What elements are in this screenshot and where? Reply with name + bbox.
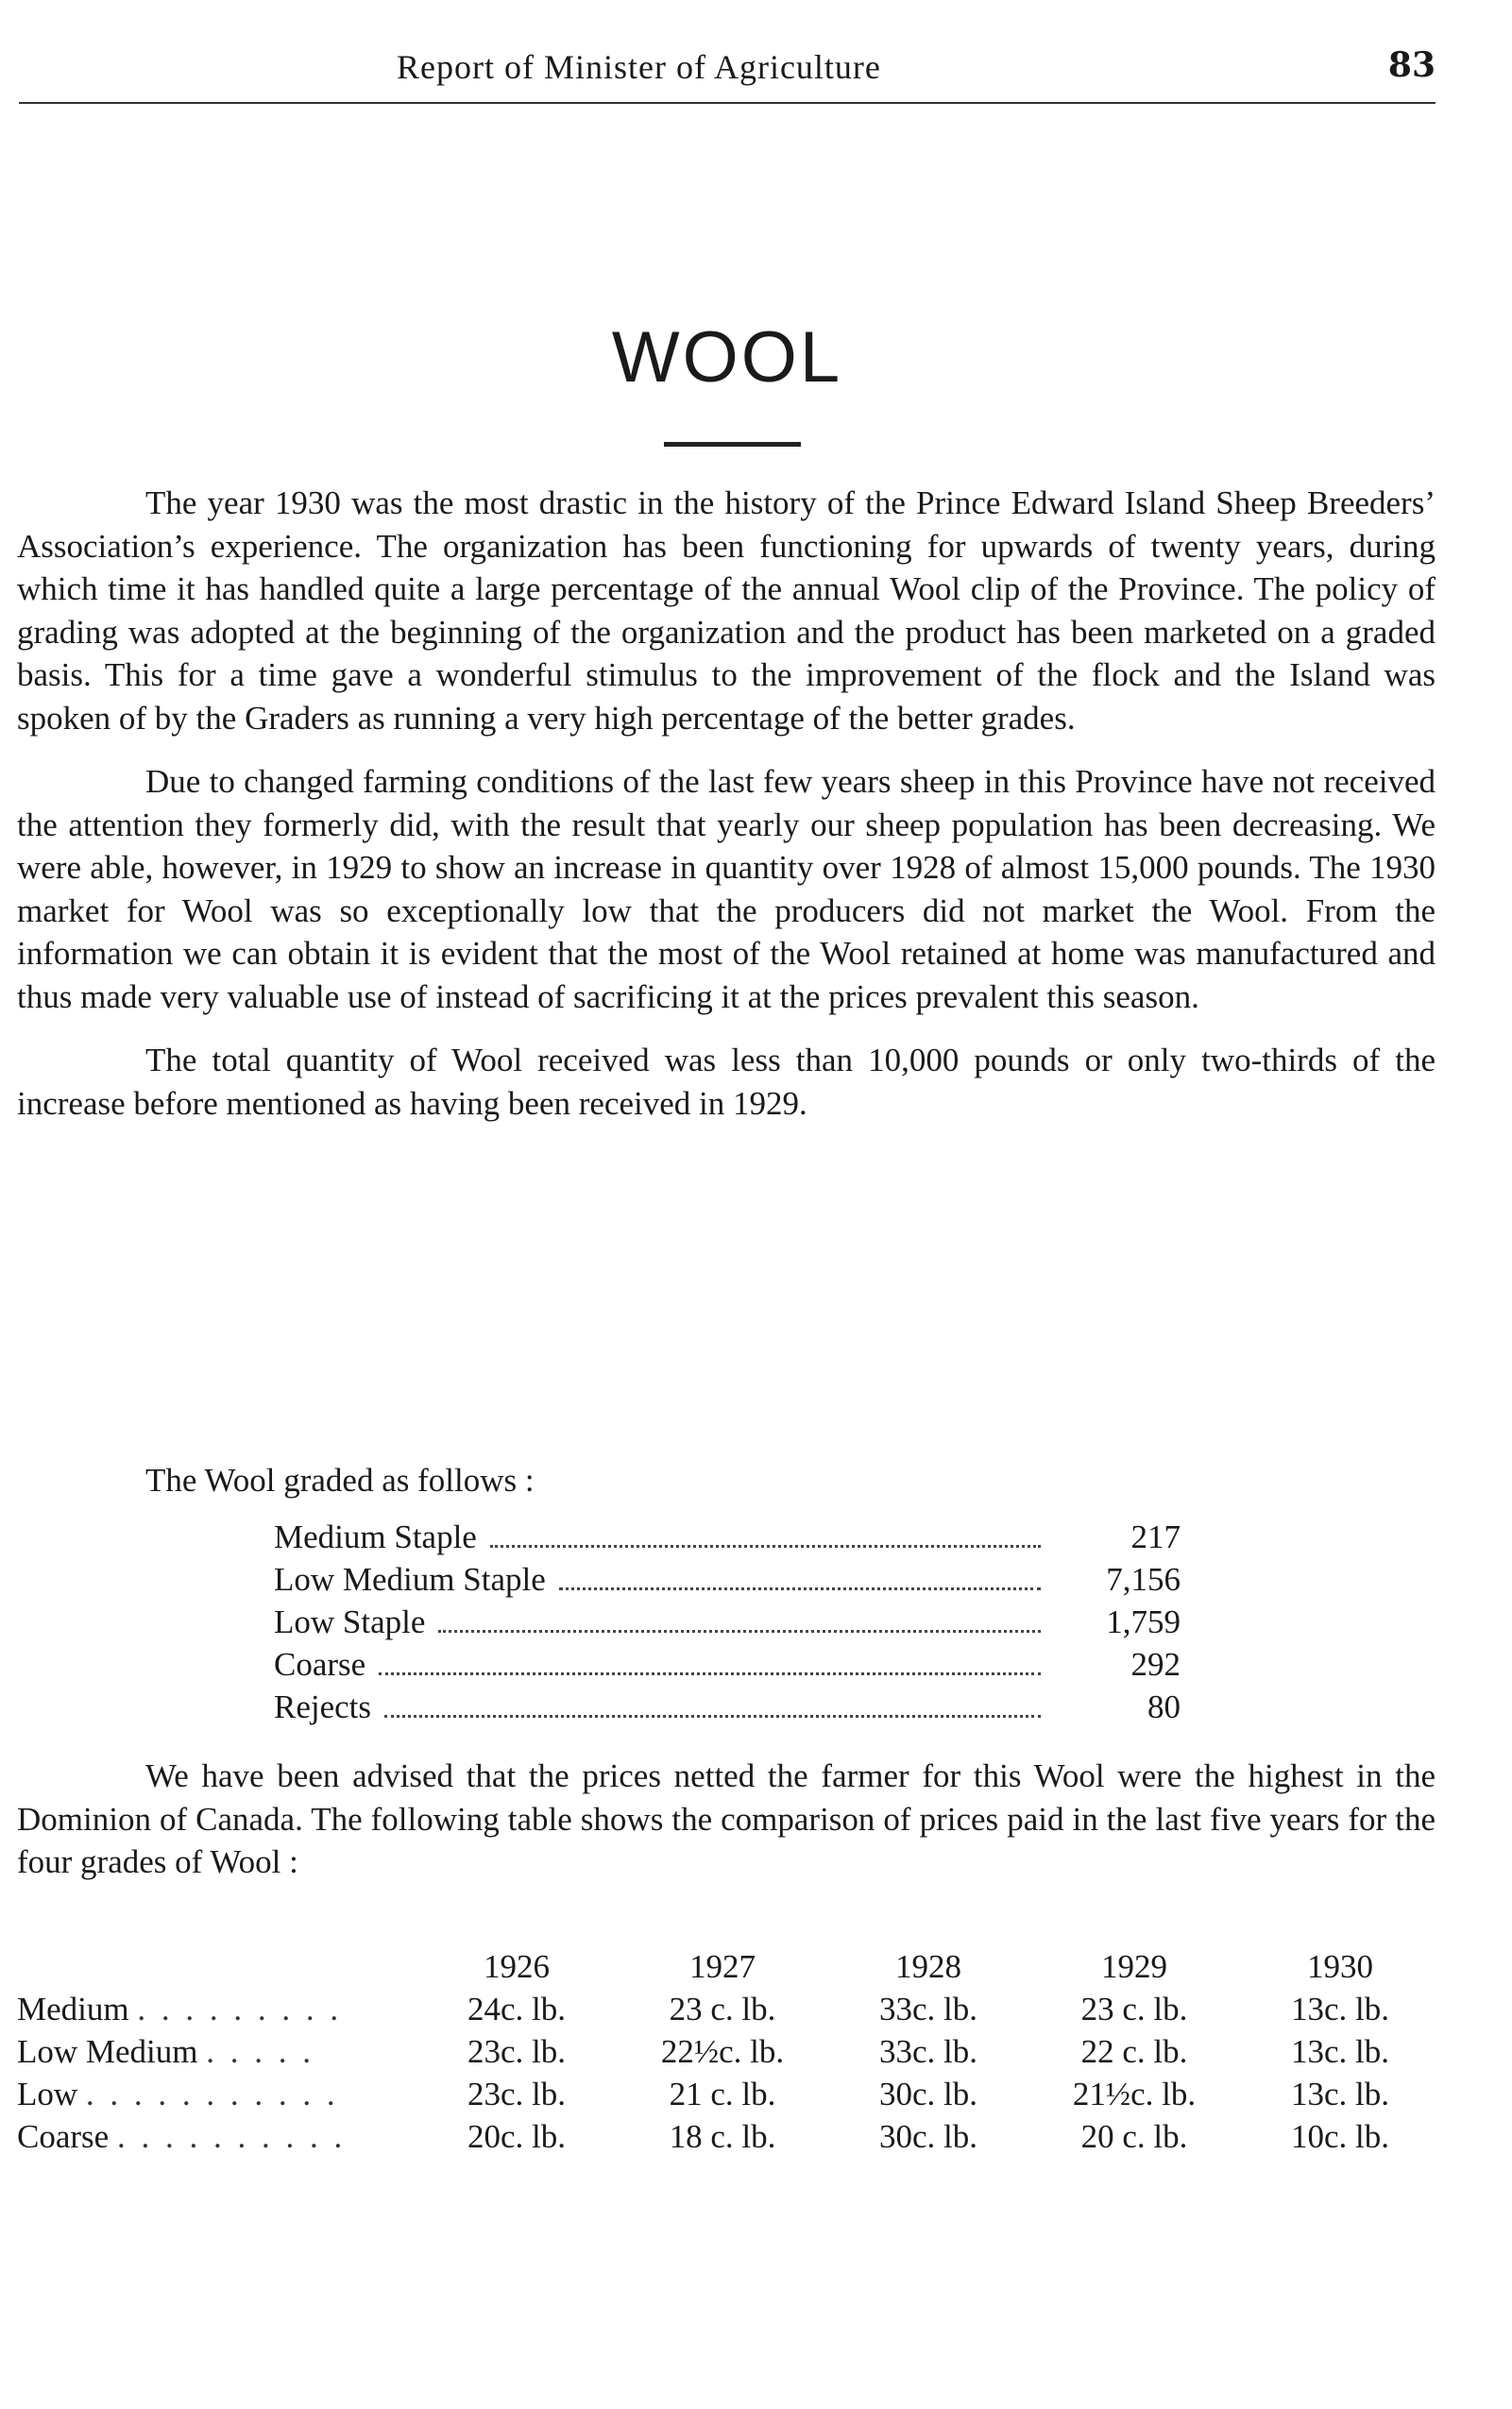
year-header: 1929 — [1101, 1947, 1167, 1985]
price-cell: 23 c. lb. — [669, 1990, 776, 2027]
grade-label-text: Medium — [17, 1990, 129, 2027]
grade-label — [17, 2115, 414, 2158]
table-row — [17, 2073, 1443, 2115]
price-cell: 22 c. lb. — [1080, 2032, 1188, 2070]
grade-label — [17, 2073, 414, 2115]
price-cell: 20 c. lb. — [1080, 2117, 1188, 2155]
price-cell: 23c. lb. — [467, 2032, 566, 2070]
price-cell: 23 c. lb. — [1080, 1990, 1188, 2027]
price-cell: 13c. lb. — [1290, 2032, 1389, 2070]
grade-name: Low Medium Staple — [274, 1561, 546, 1598]
paragraph: The year 1930 was the most drastic in the history of the Prince Edward Island Sheep Breeders’ Association’s experience. The organization has been functioning for upwards of twenty years, during which time it has handled quite a large percentage of the annual Wool clip of the Province. The policy of grading was adopted at the beginning of the organization and the product has been marketed on a graded basis. This for a time gave a wonderful stimulus to the improvement of the flock and the Island was spoken of by the Graders as running a very high percentage of the better grades. — [17, 484, 1436, 737]
page-number: 83 — [1387, 45, 1436, 85]
price-cell: 21½c. lb. — [1072, 2075, 1197, 2112]
price-cell: 23c. lb. — [467, 2075, 566, 2112]
grade-name: Rejects — [274, 1688, 372, 1725]
table-corner — [17, 1945, 414, 1988]
grade-list — [274, 1516, 1181, 1728]
table-row — [17, 2030, 1443, 2073]
header-rule — [19, 102, 1436, 104]
price-cell: 30c. lb. — [878, 2117, 977, 2155]
closing-text — [17, 1755, 1436, 1884]
grade-row — [274, 1516, 1181, 1558]
dot-leader — [379, 1672, 1041, 1675]
grade-label — [17, 2030, 414, 2073]
grade-name: Medium Staple — [274, 1518, 477, 1555]
year-header: 1928 — [895, 1947, 961, 1985]
price-cell: 30c. lb. — [878, 2075, 977, 2112]
table-row — [17, 2115, 1443, 2158]
grade-row — [274, 1643, 1181, 1686]
dot-leader: . . . . . . . . . . — [116, 2117, 347, 2155]
table-row — [17, 1988, 1443, 2030]
price-cell: 24c. lb. — [467, 1990, 566, 2027]
grade-label-text: Low Medium — [17, 2032, 198, 2070]
year-header: 1930 — [1307, 1947, 1373, 1985]
grade-row — [274, 1686, 1181, 1728]
dot-leader: . . . . . . . . . . . — [85, 2075, 339, 2112]
price-cell: 21 c. lb. — [669, 2075, 776, 2112]
paragraph: Due to changed farming conditions of the last few years sheep in this Province have not received the attention they formerly did, with the result that yearly our sheep population has been decreasing. We were able, however, in 1929 to show an increase in quantity over 1928 of almost 15,000 pounds. The 1930 market for Wool was so exceptionally low that the producers did not market the Wool. From the information we can obtain it is evident that the most of the Wool retained at home was manufactured and thus made very valuable use of instead of sacrificing it at the prices prevalent this season. — [17, 763, 1436, 1015]
table-header-row — [17, 1945, 1443, 1988]
grade-name: Low Staple — [274, 1603, 426, 1640]
page-title: WOOL — [611, 317, 843, 398]
price-cell: 10c. lb. — [1290, 2117, 1389, 2155]
running-title: Report of Minister of Agriculture — [397, 48, 881, 86]
grade-value: 217 — [1130, 1518, 1181, 1555]
grade-label-text: Coarse — [17, 2117, 110, 2155]
dot-leader — [559, 1587, 1041, 1590]
year-header: 1927 — [689, 1947, 756, 1985]
price-cell: 33c. lb. — [878, 2032, 977, 2070]
paragraph: The total quantity of Wool received was less than 10,000 pounds or only two-thirds of the increase before mentioned as having been received in 1929. — [17, 1042, 1436, 1122]
grade-intro: The Wool graded as follows : — [145, 1462, 535, 1499]
grade-name: Coarse — [274, 1646, 366, 1683]
grade-label — [17, 1988, 414, 2030]
body-text — [17, 482, 1436, 1145]
grade-label-text: Low — [17, 2075, 78, 2112]
year-header: 1926 — [484, 1947, 550, 1985]
price-table — [17, 1945, 1443, 2158]
page-header — [19, 38, 1436, 94]
grade-row — [274, 1558, 1181, 1601]
price-cell: 20c. lb. — [467, 2117, 566, 2155]
price-cell: 13c. lb. — [1290, 1990, 1389, 2027]
title-rule — [664, 442, 801, 447]
dot-leader — [438, 1630, 1041, 1633]
grade-value: 1,759 — [1106, 1603, 1181, 1640]
dot-leader — [384, 1715, 1041, 1718]
grade-value: 80 — [1147, 1688, 1181, 1725]
grade-value: 7,156 — [1106, 1561, 1181, 1598]
price-cell: 22½c. lb. — [660, 2032, 785, 2070]
paragraph: We have been advised that the prices netted the farmer for this Wool were the highest in the Dominion of Canada. The following table shows the comparison of prices paid in the last five years for the four grades of Wool : — [17, 1757, 1436, 1880]
dot-leader: . . . . . — [206, 2032, 315, 2070]
price-cell: 18 c. lb. — [669, 2117, 776, 2155]
price-cell: 13c. lb. — [1290, 2075, 1389, 2112]
dot-leader: . . . . . . . . . — [137, 1990, 343, 2027]
dot-leader — [490, 1545, 1041, 1548]
price-cell: 33c. lb. — [878, 1990, 977, 2027]
grade-value: 292 — [1130, 1646, 1181, 1683]
grade-row — [274, 1601, 1181, 1643]
